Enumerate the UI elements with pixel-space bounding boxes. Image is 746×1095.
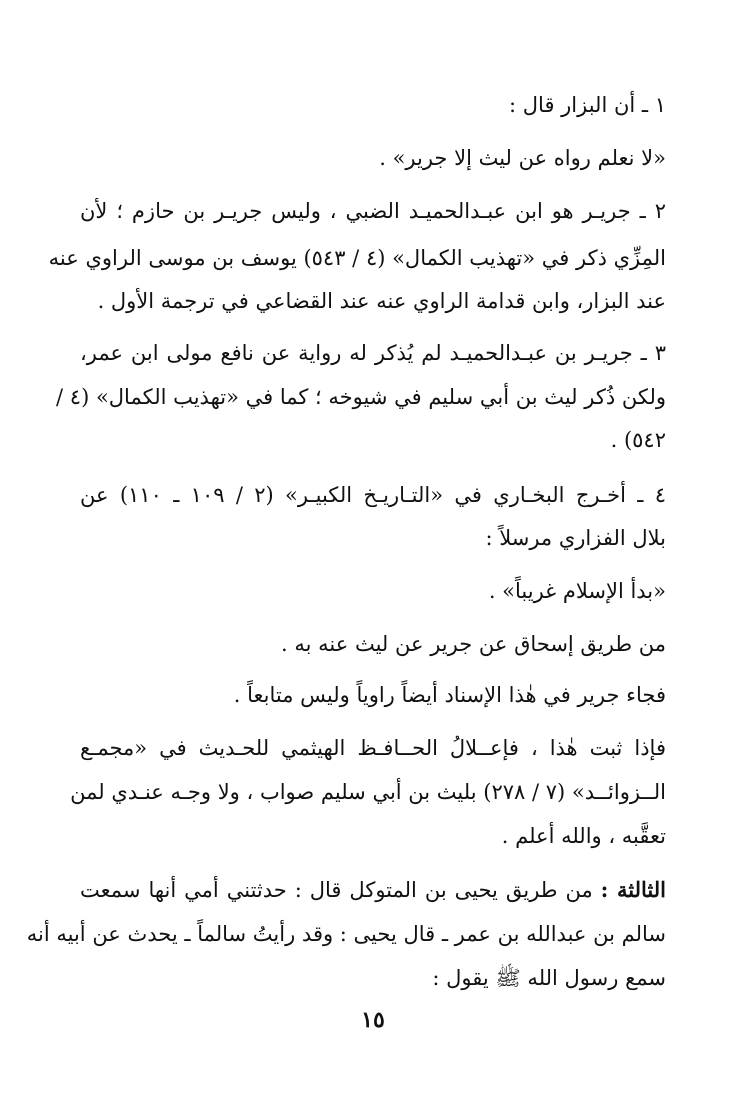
page-text-block [26, 80, 667, 1040]
third-line-1-text: من طريق يحيى بن المتوكل قال : حدثتني أمي أنها سمعت [80, 878, 593, 902]
text-line-2: «لا نعلم رواه عن ليث إلا جرير» . [379, 146, 666, 170]
text-line-18: سالم بن عبدالله بن عمر ـ قال يحيى : وقد رأيتُ سالماً ـ يحدث عن أبيه أنه [26, 922, 666, 946]
text-line-13: فجاء جرير في هٰذا الإسناد أيضاً راوياً وليس متابعاً . [233, 683, 666, 707]
text-line-10: بلال الفزاري مرسلاً : [485, 526, 666, 550]
text-line-11: «بدأ الإسلام غريباً» . [488, 579, 666, 603]
text-line-16: تعقَّبه ، والله أعلم . [501, 824, 666, 848]
text-line-19: سمع رسول الله ﷺ يقول : [432, 966, 666, 990]
text-line-6: ٣ ـ جريـر بن عبـدالحميـد لم يُذكر له رواية عن نافع مولى ابن عمر، [80, 341, 666, 365]
third-label: الثالثة : [600, 877, 666, 902]
page-number: ١٥ [361, 1007, 385, 1033]
text-line-1: ١ ـ أن البزار قال : [509, 93, 666, 117]
text-line-12: من طريق إسحاق عن جرير عن ليث عنه به . [281, 632, 666, 656]
text-line-9: ٤ ـ أخـرج البخـاري في «التـاريـخ الكبيـر» (٢ / ١٠٩ ـ ١١٠) عن [80, 483, 667, 507]
text-line-15: الــزوائــد» (٧ / ٢٧٨) بليث بن أبي سليم صواب ، ولا وجـه عنـدي لمن [70, 780, 666, 804]
text-line-4: المِزِّي ذكر في «تهذيب الكمال» (٤ / ٥٤٣) يوسف بن موسى الراوي عنه [48, 246, 666, 270]
text-line-7: ولكن ذُكر ليث بن أبي سليم في شيوخه ؛ كما في «تهذيب الكمال» (٤ / [56, 385, 666, 409]
text-line-3: ٢ ـ جريـر هو ابن عبـدالحميـد الضبي ، وليس جريـر بن حازم ؛ لأن [80, 199, 666, 223]
text-line-17 [80, 875, 666, 905]
text-line-14: فإذا ثبت هٰذا ، فإعــلالُ الحــافـظ الهيثمي للحـديث في «مجمـع [80, 736, 666, 760]
text-line-8: ٥٤٢) . [610, 428, 666, 452]
text-line-5: عند البزار، وابن قدامة الراوي عنه عند القضاعي في ترجمة الأول . [97, 289, 666, 313]
